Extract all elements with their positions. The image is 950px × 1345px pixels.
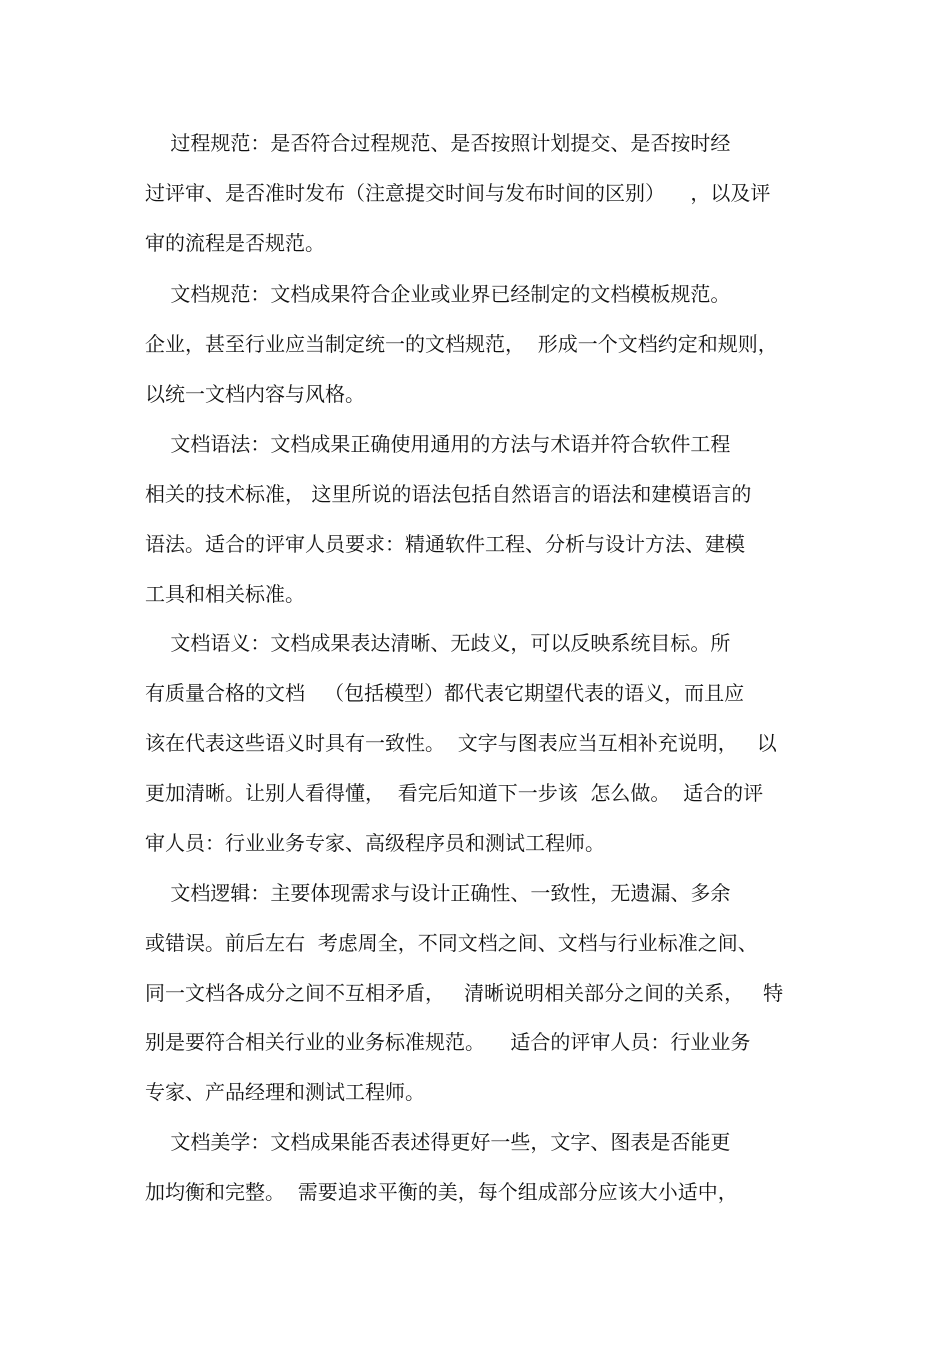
text-line: 语法。适合的评审人员要求：精通软件工程、分析与设计方法、建模 [145, 532, 745, 556]
text-line: 工具和相关标准。 [145, 582, 305, 606]
text-line: 过评审、是否准时发布（注意提交时间与发布时间的区别） ，以及评 [145, 181, 771, 205]
text-line: 更加清晰。让别人看得懂， 看完后知道下一步该 怎么做。 适合的评 [145, 781, 764, 805]
text-line: 别是要符合相关行业的业务标准规范。 适合的评审人员：行业业务 [145, 1030, 751, 1054]
text-line: 同一文档各成分之间不互相矛盾， 清晰说明相关部分之间的关系， 特 [145, 981, 784, 1005]
text-line: 文档美学：文档成果能否表述得更好一些，文字、图表是否能更 [145, 1130, 731, 1154]
text-line: 或错误。前后左右 考虑周全，不同文档之间、文档与行业标准之间、 [145, 931, 758, 955]
text-line: 专家、产品经理和测试工程师。 [145, 1080, 425, 1104]
text-line: 文档语义：文档成果表达清晰、无歧义，可以反映系统目标。所 [145, 631, 731, 655]
text-line: 企业，甚至行业应当制定统一的文档规范， 形成一个文档约定和规则， [145, 332, 778, 356]
text-line: 有质量合格的文档 （包括模型）都代表它期望代表的语义，而且应 [145, 681, 745, 705]
text-line: 审人员：行业业务专家、高级程序员和测试工程师。 [145, 831, 605, 855]
text-line: 以统一文档内容与风格。 [145, 382, 365, 406]
text-line: 相关的技术标准， 这里所说的语法包括自然语言的语法和建模语言的 [145, 482, 752, 506]
text-line: 文档语法：文档成果正确使用通用的方法与术语并符合软件工程 [145, 432, 731, 456]
text-line: 过程规范：是否符合过程规范、是否按照计划提交、是否按时经 [145, 131, 731, 155]
text-line: 该在代表这些语义时具有一致性。 文字与图表应当互相补充说明， 以 [145, 731, 777, 755]
text-line: 文档逻辑：主要体现需求与设计正确性、一致性，无遗漏、多余 [145, 881, 731, 905]
text-line: 审的流程是否规范。 [145, 231, 325, 255]
text-line: 加均衡和完整。 需要追求平衡的美，每个组成部分应该大小适中， [145, 1180, 738, 1204]
text-line: 文档规范：文档成果符合企业或业界已经制定的文档模板规范。 [145, 282, 731, 306]
